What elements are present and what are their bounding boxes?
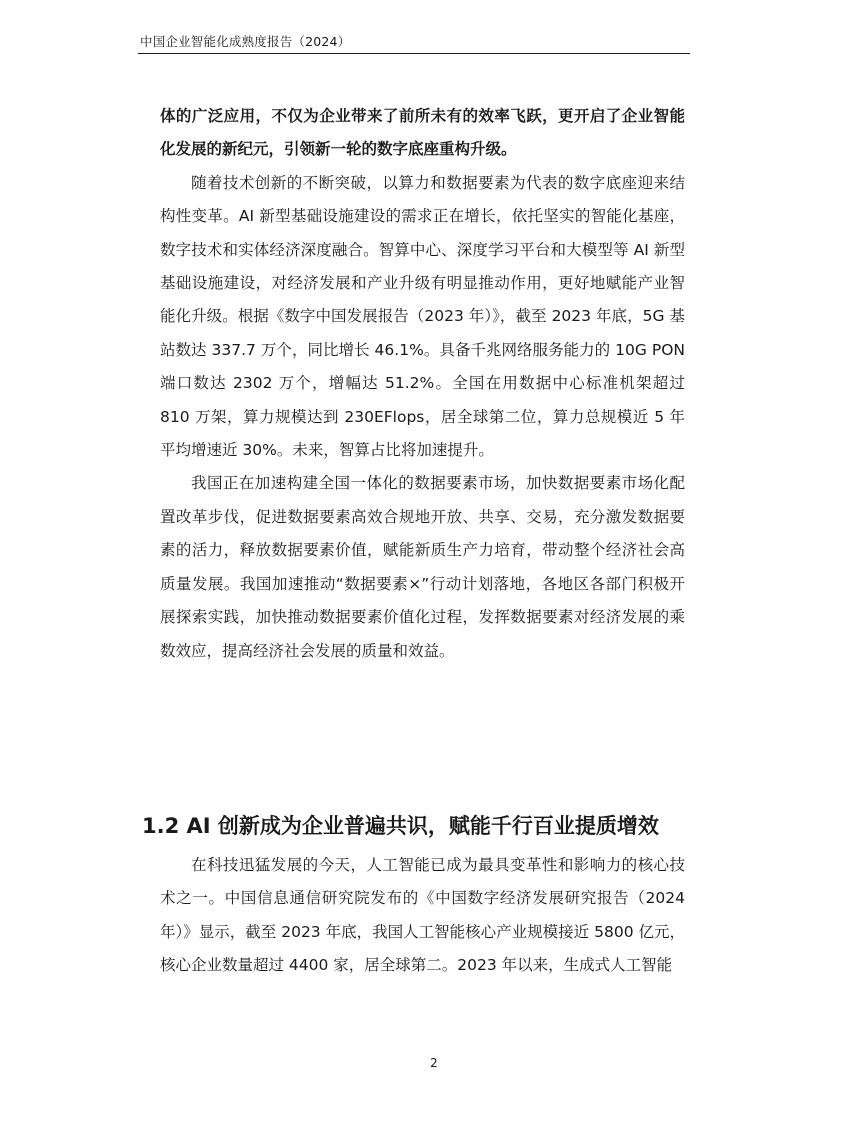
body-text xyxy=(160,100,685,668)
paragraph-data-market: 我国正在加速构建全国一体化的数据要素市场，加快数据要素市场化配置改革步伐，促进数据要素高效合规地开放、共享、交易，充分激发数据要素的活力，释放数据要素价值，赋能新质生产力培育，带动整个经济社会高质量发展。我国加速推动“数据要素×”行动计划落地，各地区各部门积极开展探索实践，加快推动数据要素价值化过程，发挥数据要素对经济发展的乘数效应，提高经济社会发展的质量和效益。 xyxy=(160,474,685,660)
paragraph-ai-industry: 在科技迅猛发展的今天，人工智能已成为最具变革性和影响力的核心技术之一。中国信息通信研究院发布的《中国数字经济发展研究报告（2024 年）》显示，截至 2023 年底，我国人工智能核心产业规模接近 5800 亿元，核心企业数量超过 4400 家，居全球第二。2023 年以来，生成式人工智能 xyxy=(160,856,685,975)
page-number: 2 xyxy=(430,1056,438,1070)
section-heading: 1.2 AI 创新成为企业普遍共识，赋能千行百业提质增效 xyxy=(142,814,659,838)
section-body xyxy=(160,849,685,983)
paragraph-digital-infrastructure: 随着技术创新的不断突破，以算力和数据要素为代表的数字底座迎来结构性变革。AI 新型基础设施建设的需求正在增长，依托坚实的智能化基座，数字技术和实体经济深度融合。智算中心、深度学习平台和大模型等 AI 新型基础设施建设，对经济发展和产业升级有明显推动作用，更好地赋能产业智能化升级。根据《数字中国发展报告（2023 年）》，截至 2023 年底，5G 基站数达 337.7 万个，同比增长 46.1%。具备千兆网络服务能力的 10G PON 端口数达 2302 万个，增幅达 51.2%。全国在用数据中心标准机架超过 810 万架，算力规模达到 230EFlops，居全球第二位，算力总规模近 5 年平均增速近 30%。未来，智算占比将加速提升。 xyxy=(160,173,685,460)
running-header: 中国企业智能化成熟度报告（2024） xyxy=(140,34,351,49)
header-divider xyxy=(138,53,690,54)
continued-paragraph: 体的广泛应用，不仅为企业带来了前所未有的效率飞跃，更开启了企业智能化发展的新纪元，引领新一轮的数字底座重构升级。 xyxy=(160,107,685,159)
